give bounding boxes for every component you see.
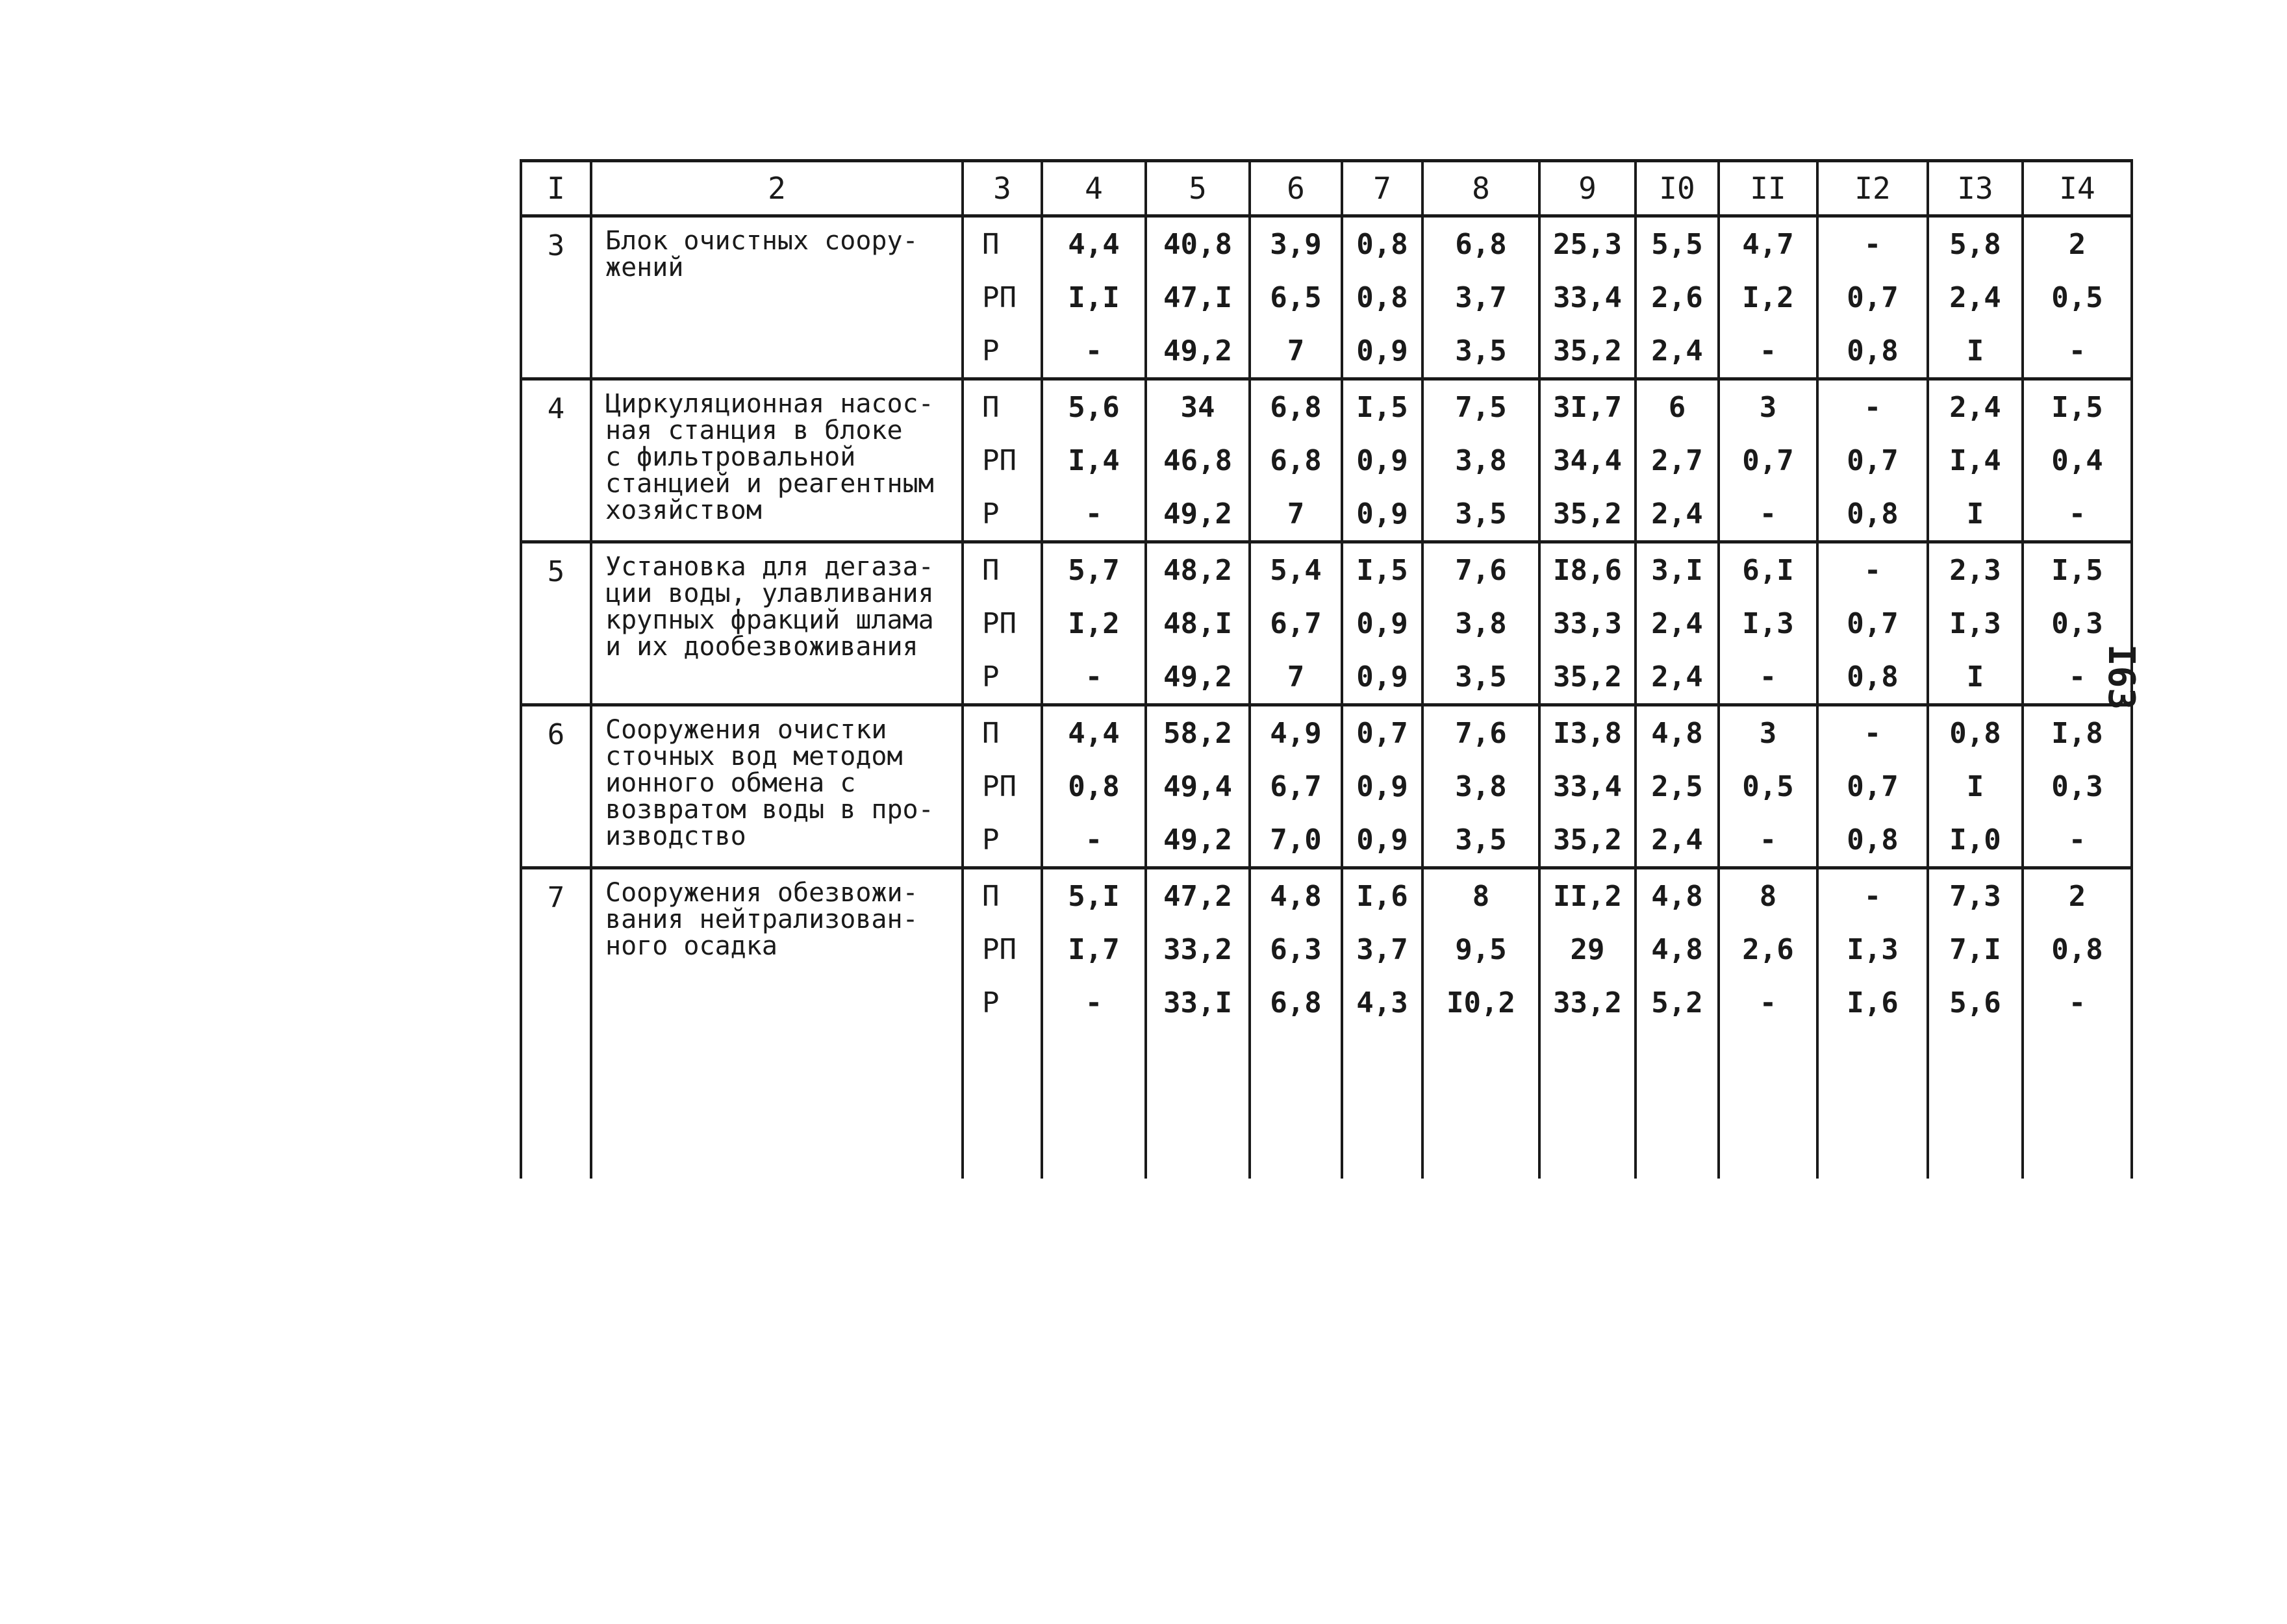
value-cell-col-13: 5,6	[1928, 976, 2023, 1029]
value-cell-col-7: 0,9	[1342, 650, 1422, 705]
value-cell-col-10: 2,6	[1636, 271, 1719, 324]
empty-cell	[1636, 1029, 1719, 1179]
value-cell-col-9: 29	[1539, 923, 1636, 976]
value-cell-col-10: 5,2	[1636, 976, 1719, 1029]
value-cell-col-10: 4,8	[1636, 923, 1719, 976]
facility-description: Блок очистных соору- жений	[591, 216, 963, 379]
row-code: П	[963, 379, 1042, 434]
value-cell-col-9: 35,2	[1539, 650, 1636, 705]
value-cell-col-6: 6,8	[1250, 434, 1342, 487]
value-cell-col-9: 35,2	[1539, 487, 1636, 542]
value-cell-col-14: -	[2023, 650, 2132, 705]
value-cell-col-5: 49,2	[1146, 650, 1250, 705]
value-cell-col-13: 5,8	[1928, 216, 2023, 271]
column-header-12: I2	[1817, 161, 1928, 216]
value-cell-col-9: II,2	[1539, 868, 1636, 923]
empty-cell	[2023, 1029, 2132, 1179]
table-header	[521, 161, 2132, 216]
value-cell-col-14: 0,4	[2023, 434, 2132, 487]
value-cell-col-13: 2,4	[1928, 379, 2023, 434]
facility-description: Сооружения обезвожи- вания нейтрализован- ного осадка	[591, 868, 963, 1030]
value-cell-col-10: 2,5	[1636, 760, 1719, 813]
engineering-data-table	[520, 159, 2133, 1179]
value-cell-col-7: 3,7	[1342, 923, 1422, 976]
row-code: РП	[963, 597, 1042, 650]
column-header-1: I	[521, 161, 591, 216]
value-cell-col-5: 49,4	[1146, 760, 1250, 813]
value-cell-col-5: 33,I	[1146, 976, 1250, 1029]
value-cell-col-11: 4,7	[1719, 216, 1817, 271]
empty-cell	[1928, 1029, 2023, 1179]
empty-cell	[1422, 1029, 1539, 1179]
value-cell-col-4: -	[1042, 976, 1146, 1029]
value-cell-col-10: 2,4	[1636, 813, 1719, 868]
value-cell-col-11: -	[1719, 813, 1817, 868]
value-cell-col-8: 7,6	[1422, 542, 1539, 597]
empty-cell	[1042, 1029, 1146, 1179]
value-cell-col-10: 2,4	[1636, 324, 1719, 379]
row-code: П	[963, 868, 1042, 923]
value-cell-col-6: 7,0	[1250, 813, 1342, 868]
value-cell-col-12: -	[1817, 705, 1928, 760]
value-cell-col-13: 7,I	[1928, 923, 2023, 976]
value-cell-col-5: 49,2	[1146, 487, 1250, 542]
value-cell-col-9: 33,3	[1539, 597, 1636, 650]
value-cell-col-9: 33,2	[1539, 976, 1636, 1029]
empty-cell	[1342, 1029, 1422, 1179]
empty-cell	[963, 1029, 1042, 1179]
value-cell-col-14: -	[2023, 324, 2132, 379]
value-cell-col-12: -	[1817, 868, 1928, 923]
value-cell-col-6: 7	[1250, 487, 1342, 542]
value-cell-col-11: I,2	[1719, 271, 1817, 324]
value-cell-col-14: -	[2023, 487, 2132, 542]
row-number: 4	[521, 379, 591, 542]
row-code: Р	[963, 487, 1042, 542]
value-cell-col-9: 33,4	[1539, 760, 1636, 813]
value-cell-col-11: 3	[1719, 705, 1817, 760]
table-row	[521, 868, 2132, 923]
value-cell-col-12: 0,7	[1817, 271, 1928, 324]
value-cell-col-13: 7,3	[1928, 868, 2023, 923]
column-header-10: I0	[1636, 161, 1719, 216]
value-cell-col-4: 5,6	[1042, 379, 1146, 434]
value-cell-col-5: 46,8	[1146, 434, 1250, 487]
value-cell-col-5: 34	[1146, 379, 1250, 434]
value-cell-col-14: 0,3	[2023, 760, 2132, 813]
empty-cell	[1146, 1029, 1250, 1179]
value-cell-col-5: 49,2	[1146, 813, 1250, 868]
value-cell-col-7: 0,8	[1342, 271, 1422, 324]
column-header-3: 3	[963, 161, 1042, 216]
value-cell-col-7: 0,8	[1342, 216, 1422, 271]
value-cell-col-4: 5,7	[1042, 542, 1146, 597]
value-cell-col-13: I,0	[1928, 813, 2023, 868]
column-header-7: 7	[1342, 161, 1422, 216]
value-cell-col-8: 3,5	[1422, 650, 1539, 705]
value-cell-col-6: 7	[1250, 324, 1342, 379]
value-cell-col-6: 4,9	[1250, 705, 1342, 760]
value-cell-col-14: -	[2023, 976, 2132, 1029]
page-number: I63	[2100, 643, 2143, 710]
value-cell-col-7: I,5	[1342, 542, 1422, 597]
value-cell-col-6: 6,5	[1250, 271, 1342, 324]
value-cell-col-5: 48,I	[1146, 597, 1250, 650]
value-cell-col-12: I,3	[1817, 923, 1928, 976]
value-cell-col-6: 7	[1250, 650, 1342, 705]
facility-description: Установка для дегаза- ции воды, улавливания крупных фракций шлама и их дообезвоживания	[591, 542, 963, 705]
value-cell-col-11: 2,6	[1719, 923, 1817, 976]
value-cell-col-5: 47,I	[1146, 271, 1250, 324]
value-cell-col-10: 5,5	[1636, 216, 1719, 271]
value-cell-col-11: 8	[1719, 868, 1817, 923]
value-cell-col-9: 35,2	[1539, 324, 1636, 379]
row-code: П	[963, 216, 1042, 271]
value-cell-col-9: 35,2	[1539, 813, 1636, 868]
value-cell-col-11: 0,7	[1719, 434, 1817, 487]
value-cell-col-9: I3,8	[1539, 705, 1636, 760]
column-header-5: 5	[1146, 161, 1250, 216]
column-header-11: II	[1719, 161, 1817, 216]
empty-cell	[1250, 1029, 1342, 1179]
value-cell-col-8: I0,2	[1422, 976, 1539, 1029]
table-body	[521, 216, 2132, 1179]
value-cell-col-10: 4,8	[1636, 868, 1719, 923]
row-code: П	[963, 705, 1042, 760]
row-number: 5	[521, 542, 591, 705]
value-cell-col-13: I	[1928, 760, 2023, 813]
value-cell-col-4: 0,8	[1042, 760, 1146, 813]
value-cell-col-4: -	[1042, 813, 1146, 868]
value-cell-col-7: 0,9	[1342, 434, 1422, 487]
value-cell-col-4: -	[1042, 487, 1146, 542]
table-row	[521, 216, 2132, 271]
value-cell-col-12: -	[1817, 379, 1928, 434]
value-cell-col-11: -	[1719, 650, 1817, 705]
value-cell-col-5: 58,2	[1146, 705, 1250, 760]
row-number: 6	[521, 705, 591, 868]
value-cell-col-12: 0,7	[1817, 760, 1928, 813]
table-row	[521, 542, 2132, 597]
value-cell-col-14: -	[2023, 813, 2132, 868]
value-cell-col-10: 2,4	[1636, 487, 1719, 542]
value-cell-col-14: 2	[2023, 868, 2132, 923]
value-cell-col-10: 6	[1636, 379, 1719, 434]
value-cell-col-7: 4,3	[1342, 976, 1422, 1029]
value-cell-col-9: 34,4	[1539, 434, 1636, 487]
value-cell-col-13: I	[1928, 324, 2023, 379]
value-cell-col-9: 3I,7	[1539, 379, 1636, 434]
value-cell-col-7: 0,9	[1342, 813, 1422, 868]
value-cell-col-11: 0,5	[1719, 760, 1817, 813]
value-cell-col-13: I	[1928, 487, 2023, 542]
row-code: РП	[963, 434, 1042, 487]
table-tail-row	[521, 1029, 2132, 1179]
value-cell-col-6: 6,7	[1250, 760, 1342, 813]
value-cell-col-12: 0,8	[1817, 324, 1928, 379]
column-header-8: 8	[1422, 161, 1539, 216]
value-cell-col-13: 2,3	[1928, 542, 2023, 597]
row-code: РП	[963, 760, 1042, 813]
value-cell-col-12: 0,8	[1817, 813, 1928, 868]
column-header-4: 4	[1042, 161, 1146, 216]
value-cell-col-8: 3,7	[1422, 271, 1539, 324]
value-cell-col-6: 6,7	[1250, 597, 1342, 650]
value-cell-col-13: 2,4	[1928, 271, 2023, 324]
row-code: Р	[963, 324, 1042, 379]
value-cell-col-13: I	[1928, 650, 2023, 705]
empty-cell	[1817, 1029, 1928, 1179]
row-code: Р	[963, 813, 1042, 868]
value-cell-col-5: 48,2	[1146, 542, 1250, 597]
row-number: 3	[521, 216, 591, 379]
value-cell-col-11: I,3	[1719, 597, 1817, 650]
facility-description: Циркуляционная насос- ная станция в блоке с фильтровальной станцией и реагентным хозяйством	[591, 379, 963, 542]
value-cell-col-5: 40,8	[1146, 216, 1250, 271]
value-cell-col-8: 3,5	[1422, 324, 1539, 379]
value-cell-col-4: -	[1042, 324, 1146, 379]
value-cell-col-6: 6,8	[1250, 379, 1342, 434]
value-cell-col-14: I,8	[2023, 705, 2132, 760]
value-cell-col-12: I,6	[1817, 976, 1928, 1029]
row-code: РП	[963, 271, 1042, 324]
value-cell-col-7: 0,9	[1342, 324, 1422, 379]
value-cell-col-7: 0,7	[1342, 705, 1422, 760]
empty-cell	[521, 1029, 591, 1179]
value-cell-col-8: 3,5	[1422, 487, 1539, 542]
value-cell-col-8: 7,6	[1422, 705, 1539, 760]
row-code: Р	[963, 650, 1042, 705]
column-header-2: 2	[591, 161, 963, 216]
value-cell-col-4: I,I	[1042, 271, 1146, 324]
value-cell-col-8: 7,5	[1422, 379, 1539, 434]
value-cell-col-8: 3,5	[1422, 813, 1539, 868]
column-header-14: I4	[2023, 161, 2132, 216]
value-cell-col-14: 0,8	[2023, 923, 2132, 976]
value-cell-col-12: -	[1817, 542, 1928, 597]
value-cell-col-14: I,5	[2023, 379, 2132, 434]
empty-cell	[591, 1029, 963, 1179]
value-cell-col-5: 33,2	[1146, 923, 1250, 976]
value-cell-col-4: I,2	[1042, 597, 1146, 650]
column-header-6: 6	[1250, 161, 1342, 216]
value-cell-col-6: 5,4	[1250, 542, 1342, 597]
value-cell-col-8: 3,8	[1422, 434, 1539, 487]
value-cell-col-10: 3,I	[1636, 542, 1719, 597]
column-header-9: 9	[1539, 161, 1636, 216]
value-cell-col-6: 3,9	[1250, 216, 1342, 271]
value-cell-col-6: 6,3	[1250, 923, 1342, 976]
facility-description: Сооружения очистки сточных вод методом ионного обмена с возвратом воды в про- изводство	[591, 705, 963, 868]
value-cell-col-11: 6,I	[1719, 542, 1817, 597]
value-cell-col-12: 0,7	[1817, 597, 1928, 650]
value-cell-col-10: 4,8	[1636, 705, 1719, 760]
value-cell-col-6: 4,8	[1250, 868, 1342, 923]
value-cell-col-14: 0,5	[2023, 271, 2132, 324]
header-row	[521, 161, 2132, 216]
value-cell-col-10: 2,4	[1636, 650, 1719, 705]
empty-cell	[1539, 1029, 1636, 1179]
value-cell-col-14: I,5	[2023, 542, 2132, 597]
value-cell-col-5: 49,2	[1146, 324, 1250, 379]
value-cell-col-14: 2	[2023, 216, 2132, 271]
table-row	[521, 705, 2132, 760]
value-cell-col-7: 0,9	[1342, 487, 1422, 542]
value-cell-col-10: 2,7	[1636, 434, 1719, 487]
value-cell-col-12: 0,7	[1817, 434, 1928, 487]
column-header-13: I3	[1928, 161, 2023, 216]
document-table-container	[520, 159, 2130, 1179]
value-cell-col-13: I,3	[1928, 597, 2023, 650]
value-cell-col-12: 0,8	[1817, 650, 1928, 705]
value-cell-col-13: I,4	[1928, 434, 2023, 487]
value-cell-col-4: 5,I	[1042, 868, 1146, 923]
value-cell-col-13: 0,8	[1928, 705, 2023, 760]
value-cell-col-11: -	[1719, 324, 1817, 379]
value-cell-col-4: 4,4	[1042, 216, 1146, 271]
value-cell-col-4: 4,4	[1042, 705, 1146, 760]
value-cell-col-12: -	[1817, 216, 1928, 271]
row-code: П	[963, 542, 1042, 597]
value-cell-col-9: 25,3	[1539, 216, 1636, 271]
value-cell-col-4: I,4	[1042, 434, 1146, 487]
value-cell-col-7: 0,9	[1342, 760, 1422, 813]
value-cell-col-7: 0,9	[1342, 597, 1422, 650]
row-number: 7	[521, 868, 591, 1030]
row-code: Р	[963, 976, 1042, 1029]
table-row	[521, 379, 2132, 434]
value-cell-col-8: 9,5	[1422, 923, 1539, 976]
value-cell-col-7: I,6	[1342, 868, 1422, 923]
value-cell-col-11: 3	[1719, 379, 1817, 434]
value-cell-col-4: -	[1042, 650, 1146, 705]
value-cell-col-8: 8	[1422, 868, 1539, 923]
value-cell-col-11: -	[1719, 976, 1817, 1029]
value-cell-col-9: I8,6	[1539, 542, 1636, 597]
value-cell-col-10: 2,4	[1636, 597, 1719, 650]
value-cell-col-14: 0,3	[2023, 597, 2132, 650]
value-cell-col-9: 33,4	[1539, 271, 1636, 324]
value-cell-col-8: 3,8	[1422, 597, 1539, 650]
value-cell-col-7: I,5	[1342, 379, 1422, 434]
empty-cell	[1719, 1029, 1817, 1179]
value-cell-col-4: I,7	[1042, 923, 1146, 976]
value-cell-col-6: 6,8	[1250, 976, 1342, 1029]
value-cell-col-5: 47,2	[1146, 868, 1250, 923]
value-cell-col-8: 3,8	[1422, 760, 1539, 813]
value-cell-col-11: -	[1719, 487, 1817, 542]
row-code: РП	[963, 923, 1042, 976]
value-cell-col-12: 0,8	[1817, 487, 1928, 542]
value-cell-col-8: 6,8	[1422, 216, 1539, 271]
